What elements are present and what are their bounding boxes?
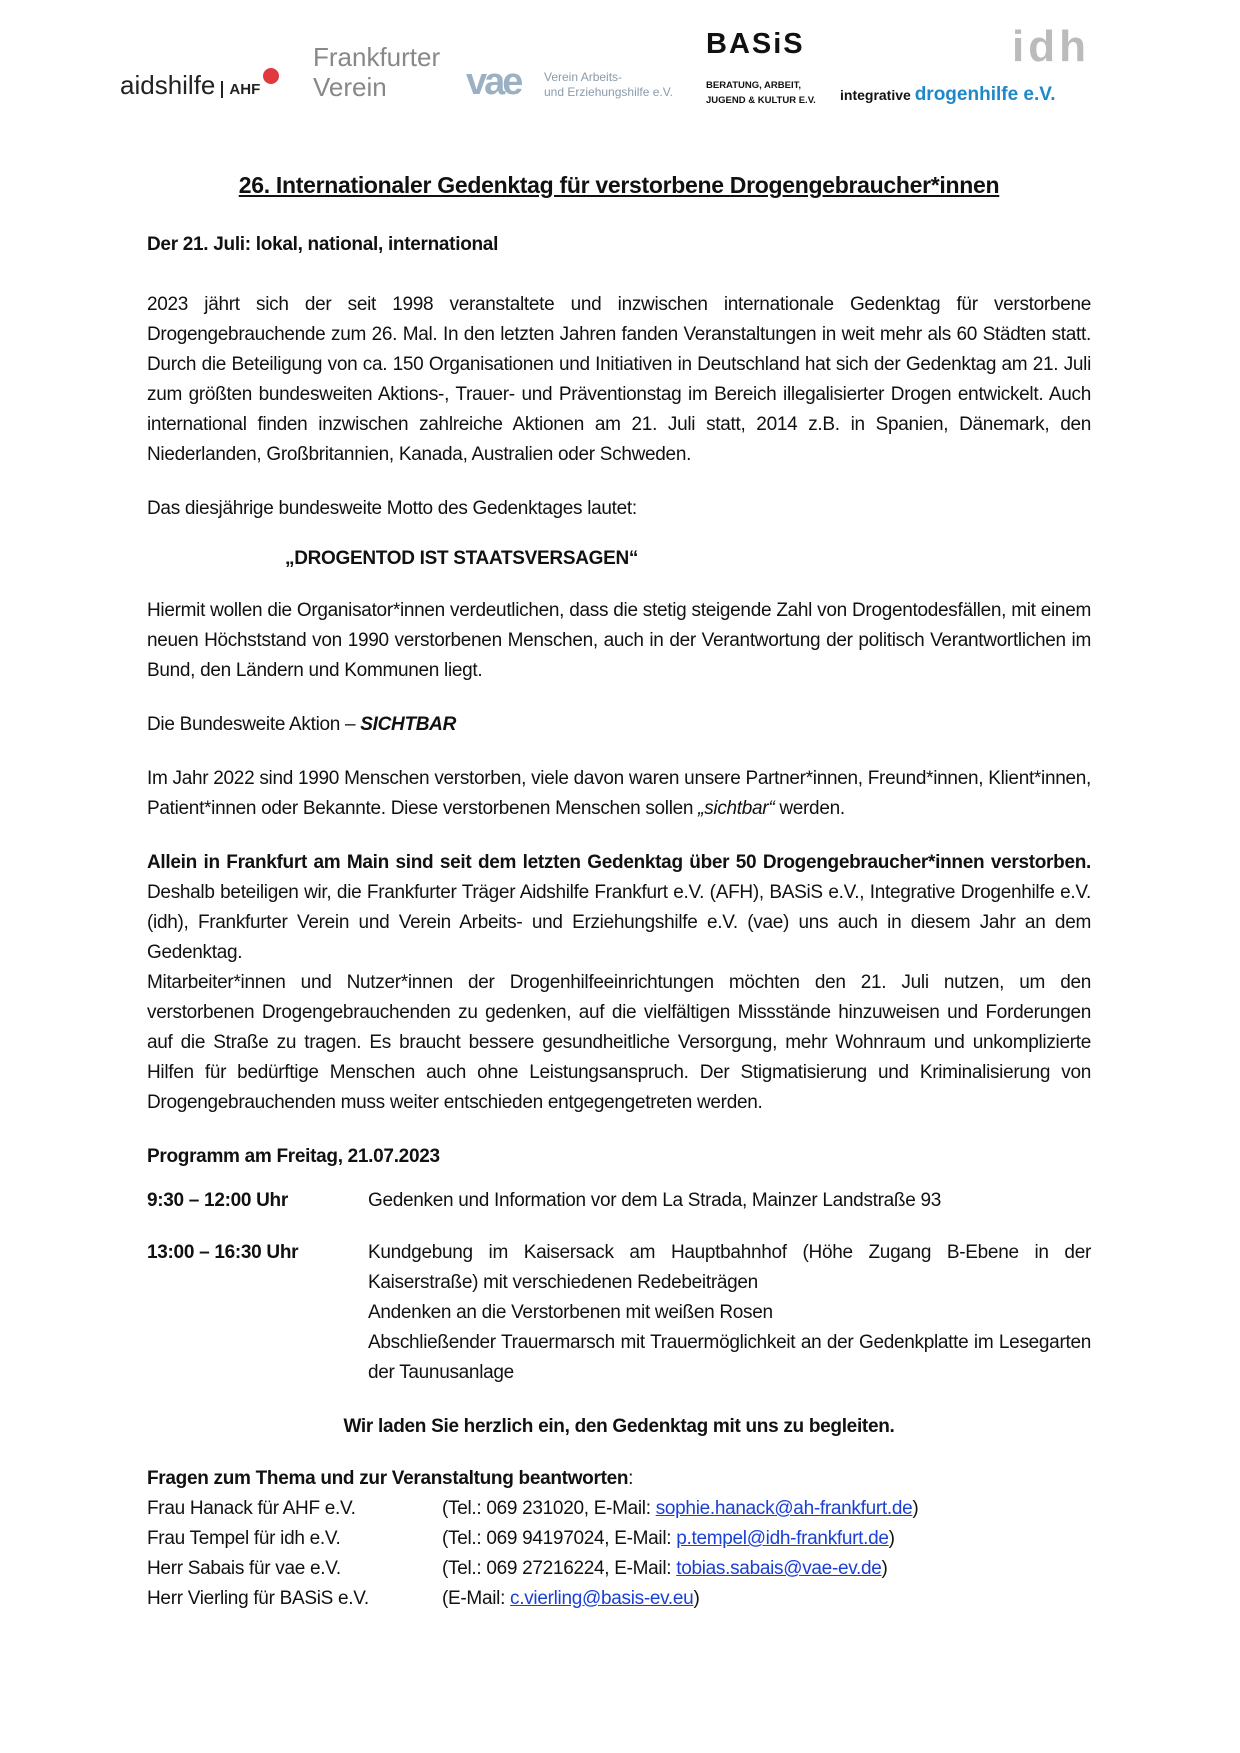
idh-letters: idh <box>1012 22 1090 71</box>
p4-a: Im Jahr 2022 sind 1990 Menschen verstorben, viele davon waren unsere Partner*innen, Freund*innen, Klient*innen, Patient*innen oder Bekannte. Diese verstorbenen Menschen sollen <box>147 768 1091 819</box>
p4-b: werden. <box>774 798 845 819</box>
programm-text: Gedenken und Information vor dem La Strada, Mainzer Landstraße 93 <box>368 1190 942 1211</box>
p5-rest: Deshalb beteiligen wir, die Frankfurter Träger Aidshilfe Frankfurt e.V. (AFH), BASiS e.V., Integrative Drogenhilfe e.V. (idh), Frankfurter Verein und Verein Arbeits- und Erziehungshilfe e.V. (vae) uns auch in diesem Jahr an dem Gedenktag. <box>147 882 1091 963</box>
aktion-prefix: Die Bundesweite Aktion – <box>147 714 361 735</box>
fv-line1: Frankfurter <box>313 42 441 72</box>
contacts <box>147 1464 1091 1614</box>
idh-logo <box>840 84 1055 106</box>
frankfurter-verein-logo <box>313 42 440 102</box>
email-link[interactable]: c.vierling@basis-ev.eu <box>510 1588 694 1609</box>
email-link[interactable]: p.tempel@idh-frankfurt.de <box>676 1528 889 1549</box>
contact-name: Frau Tempel für idh e.V. <box>147 1528 341 1549</box>
contact-pre: (Tel.: 069 27216224, E-Mail: <box>442 1558 677 1579</box>
programm-item <box>147 1186 1091 1216</box>
contact-row <box>147 1584 1091 1614</box>
programm-item <box>147 1238 1091 1388</box>
aktion-line <box>147 710 1091 740</box>
vae-text2: und Erziehungshilfe e.V. <box>544 85 673 99</box>
programm-heading: Programm am Freitag, 21.07.2023 <box>147 1146 440 1167</box>
ahf-text: AHF <box>221 81 260 98</box>
basis-sub1: BERATUNG, ARBEIT, <box>706 80 801 91</box>
page-title: 26. Internationaler Gedenktag für verstorbene Drogengebraucher*innen <box>238 172 1000 198</box>
intro-paragraph: 2023 jährt sich der seit 1998 veranstaltete und inzwischen internationale Gedenktag für verstorbene Drogengebrauchende zum 26. Mal. In den letzten Jahren fanden Veranstaltungen in weit mehr als 60 Städten statt. Durch die Beteiligung von ca. 150 Organisationen und Initiativen in Deutschland hat sich der Gedenktag am 21. Juli zum größten bundesweiten Aktions-, Trauer- und Präventionstag im Bereich illegalisierter Drogen entwickelt. Auch international finden inzwischen zahlreiche Aktionen am 21. Juli statt, 2014 z.B. in Spanien, Dänemark, den Niederlanden, Großbritannien, Kanada, Australien oder Schweden. <box>147 294 1091 465</box>
fv-line2: Verein <box>313 72 387 102</box>
idh-main: drogenhilfe e.V. <box>914 84 1056 105</box>
contact-row <box>147 1524 1091 1554</box>
programm-text <box>368 1238 1091 1388</box>
contact-pre: (Tel.: 069 231020, E-Mail: <box>442 1498 656 1519</box>
sichtbar-paragraph <box>147 764 1091 824</box>
contact-post: ) <box>693 1588 700 1609</box>
email-link[interactable]: tobias.sabais@vae-ev.de <box>676 1558 882 1579</box>
vae-text <box>544 70 673 100</box>
motto-paragraph: Hiermit wollen die Organisator*innen verdeutlichen, dass die stetig steigende Zahl von Drogentodesfällen, mit einem neuen Höchststand von 1990 verstorbenen Menschen, auch in der Verantwortung der politisch Verantwortlichen im Bund, den Ländern und Kommunen liegt. <box>147 600 1091 681</box>
programm-line: Abschließender Trauermarsch mit Trauermöglichkeit an der Gedenkplatte im Lesegarten der Taunusanlage <box>368 1332 1091 1383</box>
contact-post: ) <box>881 1558 888 1579</box>
contact-name: Herr Sabais für vae e.V. <box>147 1558 341 1579</box>
contact-row <box>147 1554 1091 1584</box>
programm-time: 13:00 – 16:30 Uhr <box>147 1242 299 1263</box>
contact-post: ) <box>888 1528 895 1549</box>
contact-row <box>147 1494 1091 1524</box>
contact-name: Frau Hanack für AHF e.V. <box>147 1498 356 1519</box>
contact-pre: (E-Mail: <box>442 1588 511 1609</box>
motto-intro: Das diesjährige bundesweite Motto des Gedenktages lautet: <box>147 498 637 519</box>
motto: „DROGENTOD IST STAATSVERSAGEN“ <box>285 548 639 569</box>
p5-bold: Allein in Frankfurt am Main sind seit dem letzten Gedenktag über 50 Drogengebraucher*innen verstorben. <box>147 852 1091 873</box>
contacts-heading <box>147 1464 1091 1494</box>
basis-sub2: JUGEND & KULTUR E.V. <box>706 95 816 106</box>
invitation: Wir laden Sie herzlich ein, den Gedenktag mit uns zu begleiten. <box>343 1416 895 1437</box>
programm-list <box>147 1186 1091 1388</box>
programm-line: Kundgebung im Kaisersack am Hauptbahnhof (Höhe Zugang B-Ebene in der Kaiserstraße) mit verschiedenen Redebeiträgen <box>368 1242 1091 1293</box>
frankfurt-paragraph <box>147 848 1091 1118</box>
p4-em: „sichtbar“ <box>698 798 775 819</box>
contact-pre: (Tel.: 069 94197024, E-Mail: <box>442 1528 677 1549</box>
basis-logo: BASiS <box>706 28 805 60</box>
aktion-name: SICHTBAR <box>360 714 457 735</box>
document-body <box>147 170 1091 1614</box>
contact-name: Herr Vierling für BASiS e.V. <box>147 1588 369 1609</box>
red-dot-icon <box>263 68 279 84</box>
email-link[interactable]: sophie.hanack@ah-frankfurt.de <box>655 1498 913 1519</box>
vae-text1: Verein Arbeits- <box>544 70 623 84</box>
subheading: Der 21. Juli: lokal, national, international <box>147 234 499 255</box>
contact-post: ) <box>912 1498 919 1519</box>
colon: : <box>628 1468 634 1489</box>
vae-logo: vae <box>466 61 521 103</box>
programm-time: 9:30 – 12:00 Uhr <box>147 1190 288 1211</box>
aidshilfe-text: aidshilfe <box>120 70 216 100</box>
aidshilfe-logo <box>120 68 279 101</box>
p6: Mitarbeiter*innen und Nutzer*innen der Drogenhilfeeinrichtungen möchten den 21. Juli nutzen, um den verstorbenen Drogengebrauchenden zu gedenken, auf die vielfältigen Missstände hinzuweisen und Forderungen auf die Straße zu tragen. Es braucht bessere gesundheitliche Versorgung, mehr Wohnraum und unkomplizierte Hilfen für bedürftige Menschen auch ohne Leistungsanspruch. Der Stigmatisierung und Kriminalisierung von Drogengebrauchenden muss weiter entschieden entgegengetreten werden. <box>147 972 1091 1113</box>
basis-subtitle <box>706 78 816 108</box>
contacts-heading-text: Fragen zum Thema und zur Veranstaltung beantworten <box>147 1468 629 1489</box>
idh-pre: integrative <box>840 87 911 103</box>
programm-line: Andenken an die Verstorbenen mit weißen Rosen <box>368 1302 773 1323</box>
